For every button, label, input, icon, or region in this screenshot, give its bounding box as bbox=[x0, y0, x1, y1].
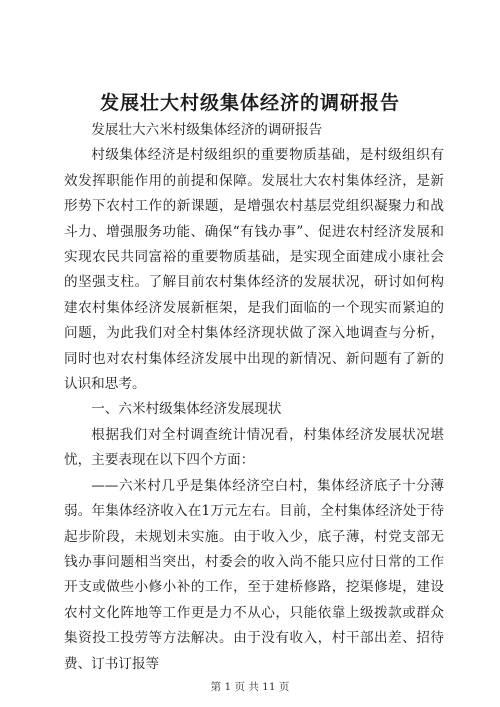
document-title: 发展壮大村级集体经济的调研报告 bbox=[99, 92, 400, 114]
body-paragraph: 根据我们对全村调查统计情况看，村集体经济发展状况堪忧，主要表现在以下四个方面： bbox=[64, 426, 444, 469]
page-number-footer: 第 1 页 共 11 页 bbox=[210, 681, 290, 693]
section-heading: 一、六米村级集体经济发展现状 bbox=[91, 401, 282, 418]
document-body bbox=[64, 118, 444, 677]
subtitle-paragraph: 发展壮大六米村级集体经济的调研报告 bbox=[91, 122, 323, 138]
body-paragraph: 村级集体经济是村级组织的重要物质基础，是村级组织有效发挥职能作用的前提和保障。发展壮大农村集体经济，是新形势下农村工作的新课题，是增强农村基层党组织凝聚力和战斗力、增强服务功能、确保“有钱办事”、促进农村经济发展和实现农民共同富裕的重要物质基础，是实现全面建成小康社会的坚强支柱。了解目前农村集体经济的发展状况，研讨如何构建农村集体经济发展新框架，是我们面临的一个现实而紧迫的问题，为此我们对全村集体经济现状做了深入地调查与分析，同时也对农村集体经济发展中出现的新情况、新问题有了新的认识和思考。 bbox=[64, 147, 444, 393]
body-paragraph: ——六米村几乎是集体经济空白村，集体经济底子十分薄弱。年集体经济收入在1万元左右。目前，全村集体经济处于待起步阶段，未规划未实施。由于收入少，底子薄，村党支部无钱办事问题相当突出，村委会的收入尚不能只应付日常的工作开支或做些小修小补的工作，至于建桥修路，挖渠修堤，建设农村文化阵地等工作更是力不从心，只能依靠上级拨款或群众集资投工投劳等方法解决。由于没有收入，村干部出差、招待费、订书订报等 bbox=[64, 477, 444, 672]
